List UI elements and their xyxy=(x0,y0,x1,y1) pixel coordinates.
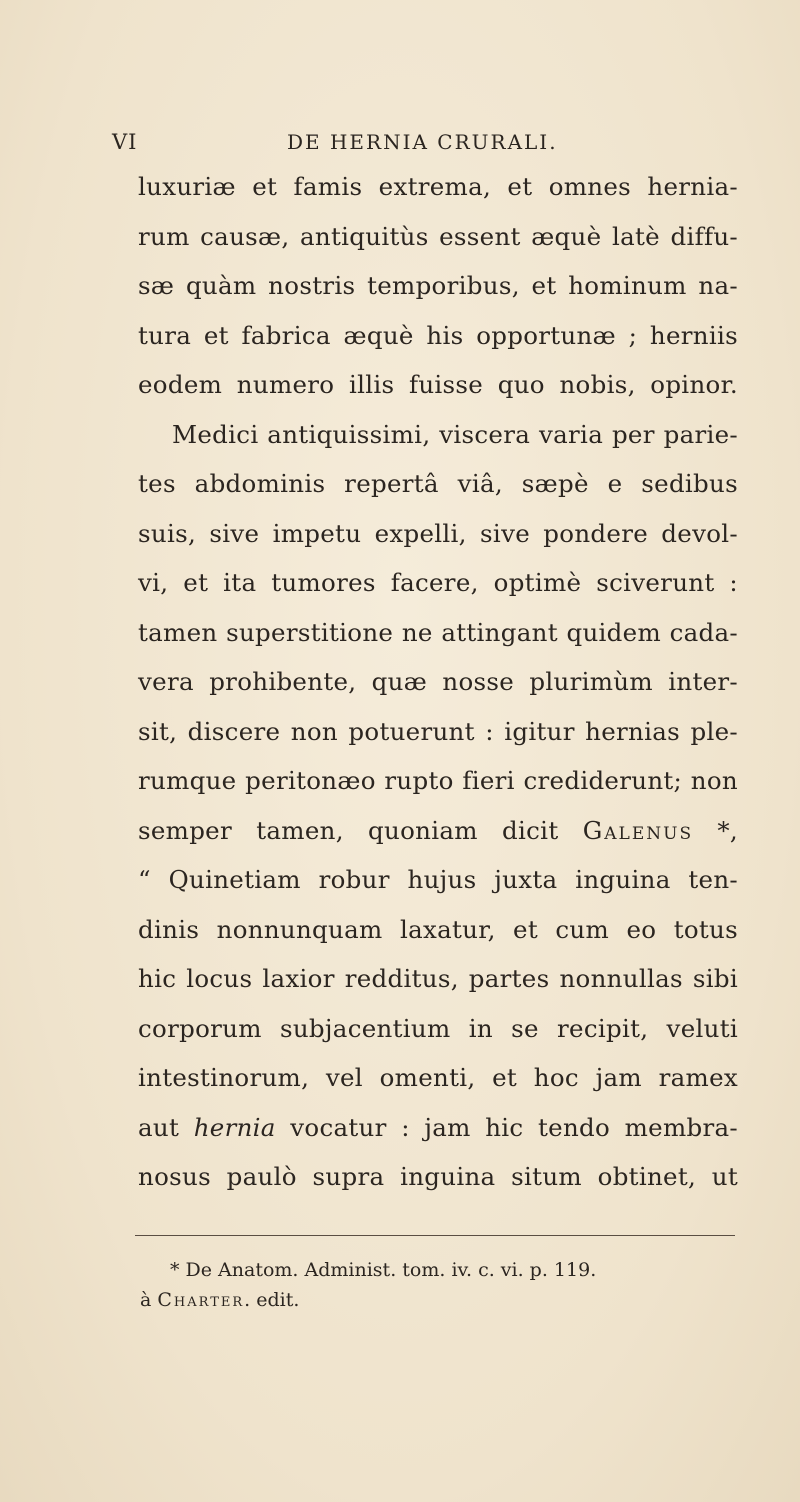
footnote xyxy=(140,1255,740,1315)
text-line: suis, sive impetu expelli, sive pondere devol- xyxy=(138,518,738,548)
text-line: nosus paulò supra inguina situm obtinet, ut xyxy=(138,1162,738,1191)
text-line: tamen superstitione ne attingant quidem cada- xyxy=(138,617,738,647)
author-name: Galenus xyxy=(582,815,694,845)
text-line: hic locus laxior redditus, partes nonnullas sibi xyxy=(138,964,738,993)
text-line: rum causæ, antiquitùs essent æquè latè diffu- xyxy=(138,221,738,251)
text-line: sit, discere non potuerunt : igitur hernias ple- xyxy=(138,716,738,746)
footnote-divider xyxy=(135,1235,735,1236)
footnote-marker: *, xyxy=(693,815,738,845)
editor-name: Charter xyxy=(157,1289,245,1311)
footnote-line: * De Anatom. Administ. tom. iv. c. vi. p. 119. xyxy=(170,1259,597,1281)
text-line: eodem numero illis fuisse quo nobis, opinor. xyxy=(138,370,738,399)
running-head xyxy=(112,130,752,164)
text-line: tes abdominis repertâ viâ, sæpè e sedibus xyxy=(138,469,738,498)
text-line-with-italic xyxy=(138,1103,738,1153)
text-line-with-citation xyxy=(138,806,738,856)
text-line: Medici antiquissimi, viscera varia per parie- xyxy=(172,419,738,449)
text-segment: aut xyxy=(138,1112,194,1142)
text-line: vera prohibente, quæ nosse plurimùm inter- xyxy=(138,667,738,696)
text-segment: semper tamen, quoniam dicit xyxy=(138,815,583,845)
page-number: VI xyxy=(112,130,138,154)
text-line: rumque peritonæo rupto fieri crediderunt; non xyxy=(138,766,738,795)
text-line: “ Quinetiam robur hujus juxta inguina ten- xyxy=(138,865,738,894)
text-segment: vocatur : jam hic tendo membra- xyxy=(275,1112,738,1142)
footnote-line xyxy=(140,1285,740,1315)
text-segment: à xyxy=(140,1289,158,1311)
body-text xyxy=(138,162,738,1202)
text-line: sæ quàm nostris temporibus, et hominum na- xyxy=(138,271,738,300)
text-segment: . edit. xyxy=(244,1289,300,1311)
italic-term: hernia xyxy=(193,1112,276,1142)
text-line: corporum subjacentium in se recipit, veluti xyxy=(138,1013,738,1043)
text-line: luxuriæ et famis extrema, et omnes hernia- xyxy=(138,172,738,201)
text-line: tura et fabrica æquè his opportunæ ; herniis xyxy=(138,320,738,350)
running-title: DE HERNIA CRURALI. xyxy=(287,130,558,154)
text-line: vi, et ita tumores facere, optimè sciverunt : xyxy=(138,568,738,597)
text-line: intestinorum, vel omenti, et hoc jam ramex xyxy=(138,1063,738,1092)
text-line: dinis nonnunquam laxatur, et cum eo totus xyxy=(138,914,738,944)
